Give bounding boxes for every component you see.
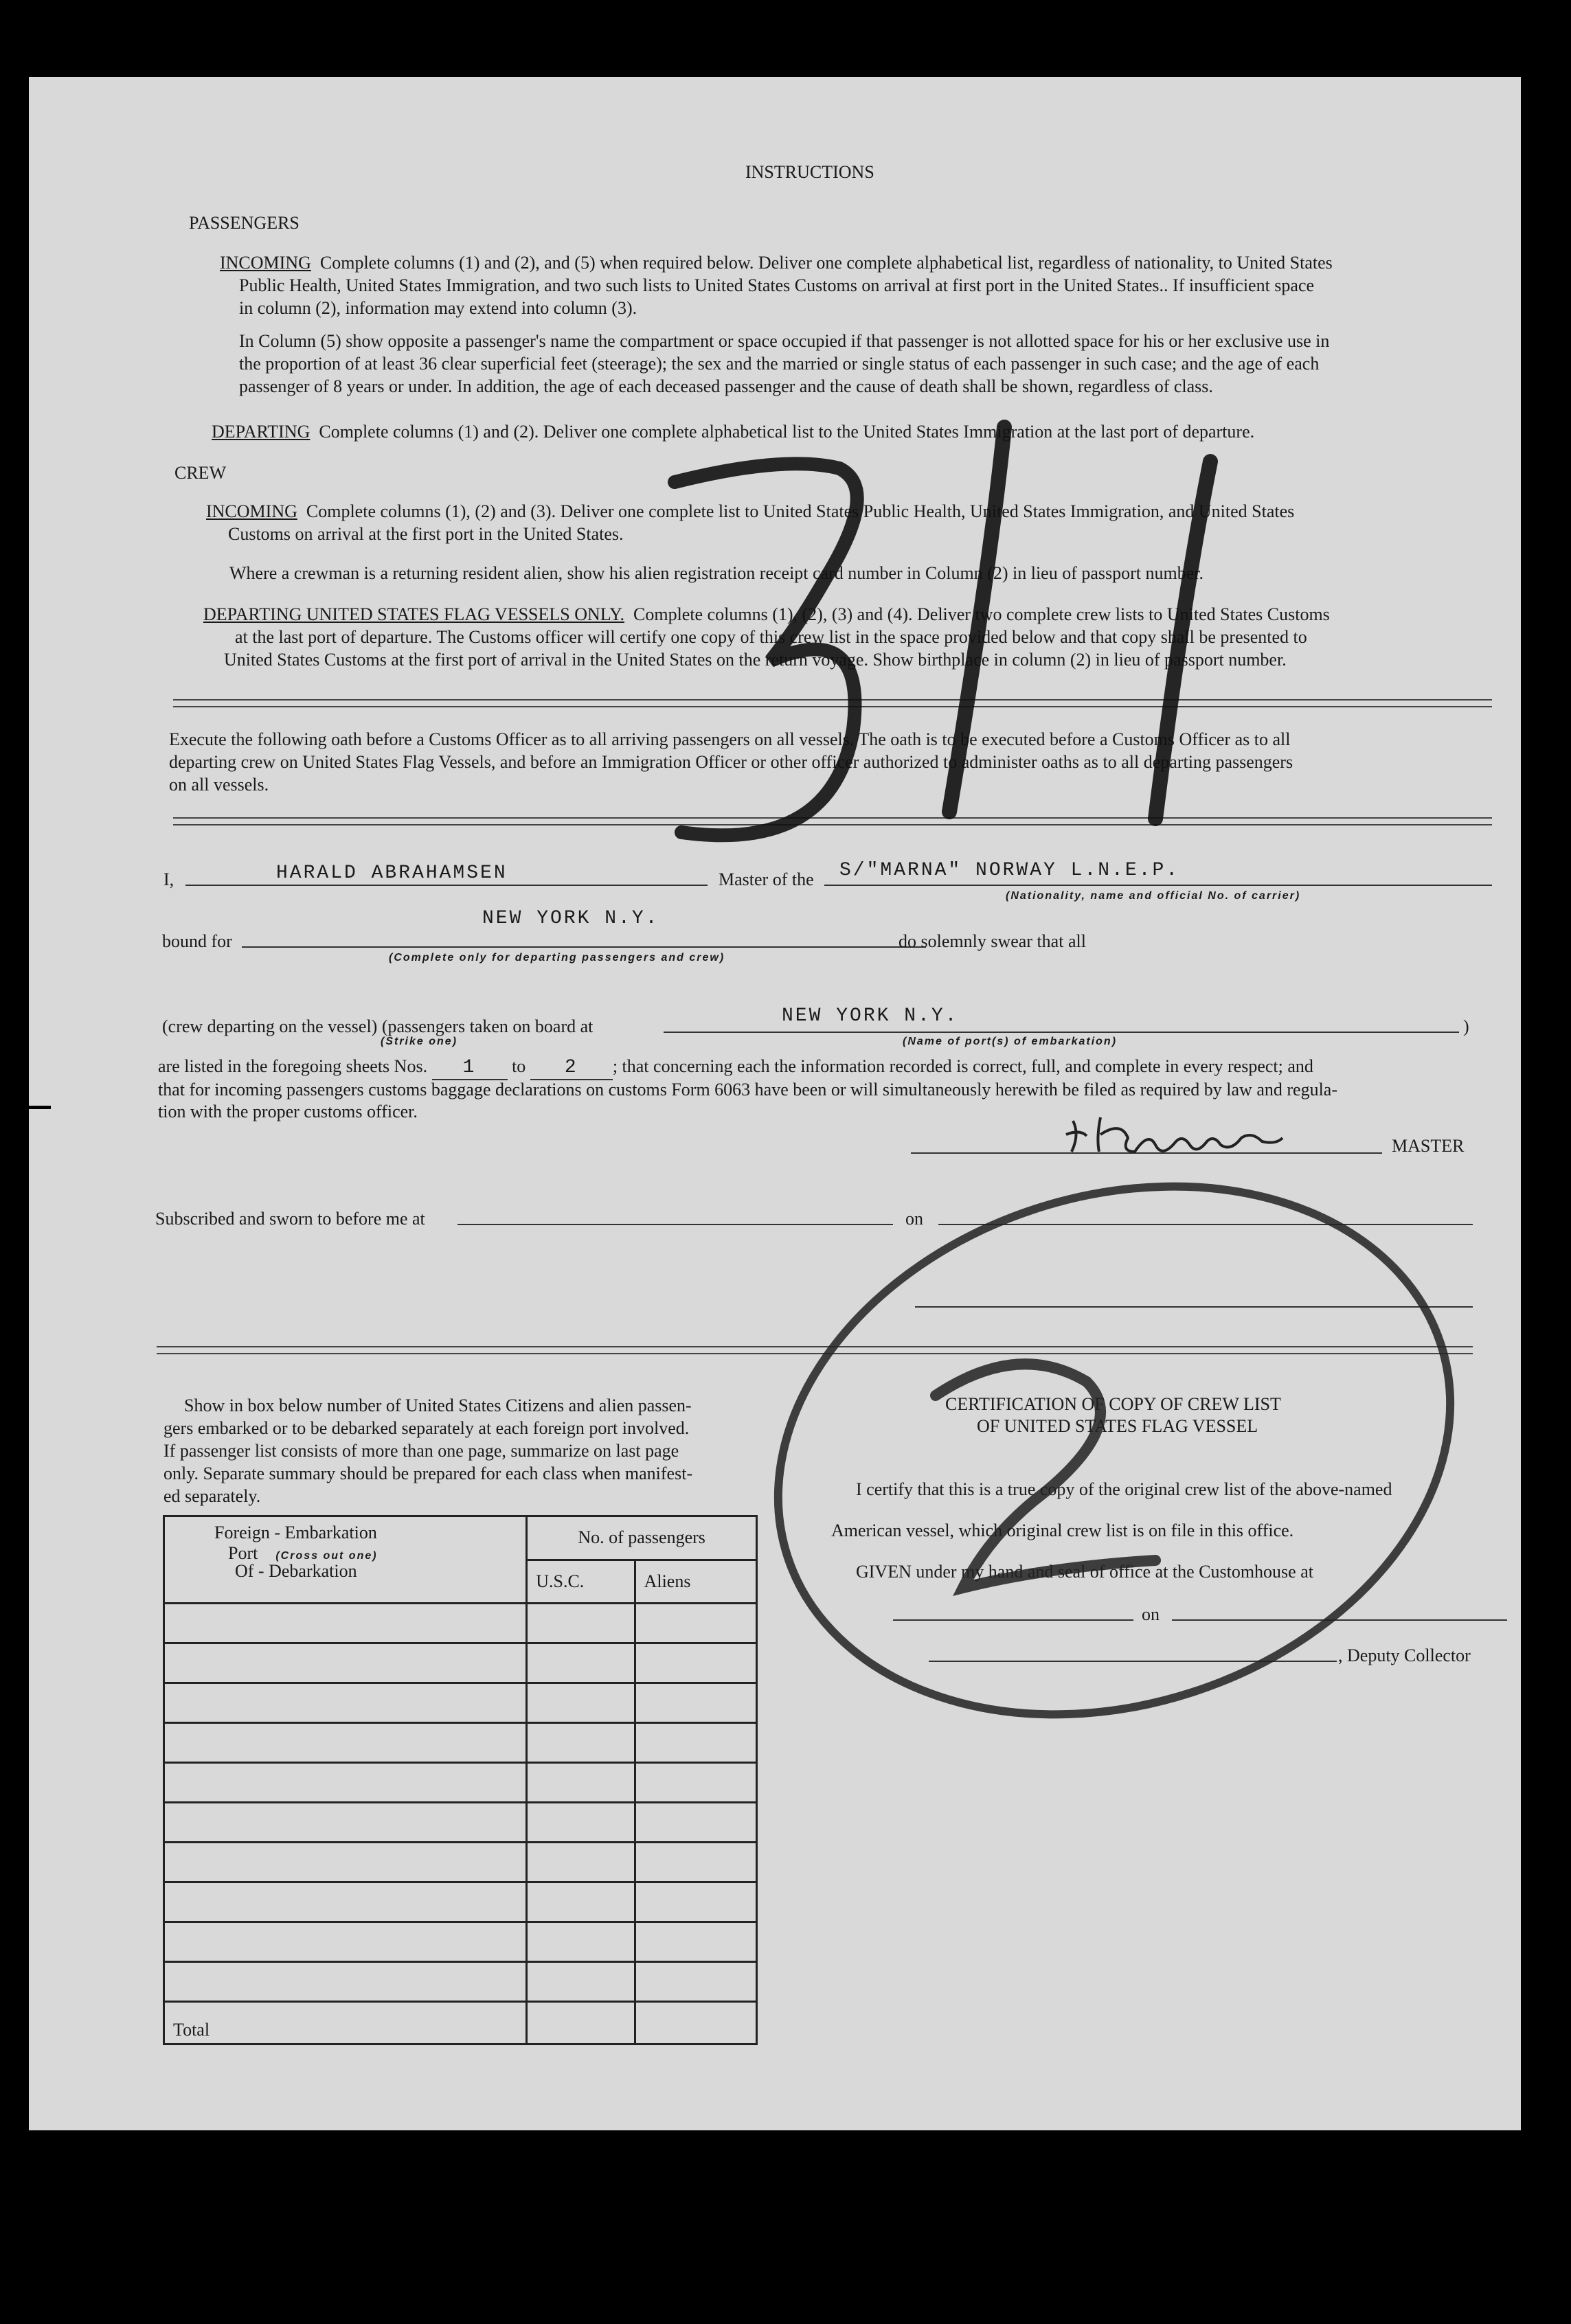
departing-us-label: DEPARTING UNITED STATES FLAG VESSELS ONLY. (203, 604, 624, 624)
departing-us-text-3: United States Customs at the first port of arrival in the United States on the return voyage. Show birthplace in column (2) in lieu of passport number. (224, 650, 1287, 670)
master-of-label: Master of the (719, 869, 814, 889)
sheet-from: 1 (432, 1056, 508, 1080)
sheets-line-1 (158, 1055, 1313, 1080)
crew-incoming-text-1: Complete columns (1), (2) and (3). Deliver one complete list to United States Public Health, United States Immigration, and United States (306, 501, 1295, 521)
officer-signature-line (915, 1306, 1473, 1308)
certification-title-2: OF UNITED STATES FLAG VESSEL (977, 1416, 1258, 1436)
summary-note-3: If passenger list consists of more than one page, summarize on last page (163, 1441, 679, 1461)
table-row (164, 1723, 757, 1763)
oath-intro-3: on all vessels. (169, 775, 269, 795)
subscribed-on-label: on (905, 1209, 923, 1229)
sheets-text-1: ; that concerning each the information recorded is correct, full, and complete in every respect; and (612, 1056, 1313, 1076)
certification-date-line (1172, 1619, 1507, 1621)
table-row (164, 1843, 757, 1882)
separator-line (173, 699, 1492, 707)
vessel-line (824, 885, 1492, 886)
total-row (164, 2002, 757, 2044)
bound-for-line (242, 946, 926, 948)
subscribed-label: Subscribed and sworn to before me at (155, 1209, 425, 1229)
subscribed-date-line (938, 1224, 1473, 1225)
close-paren: ) (1463, 1016, 1469, 1036)
table-row (164, 1922, 757, 1962)
total-label: Total (164, 2002, 527, 2044)
deputy-signature-line (929, 1661, 1337, 1662)
summary-note-1: Show in box below number of United States Citizens and alien passen- (184, 1395, 692, 1415)
oath-intro-2: departing crew on United States Flag Vessels, and before an Immigration Officer or other officer authorized to administer oaths as to all departing passengers (169, 752, 1293, 772)
crew-incoming-instructions (206, 500, 1294, 545)
table-row (164, 1882, 757, 1922)
summary-note (163, 1394, 692, 1507)
oath-intro-1: Execute the following oath before a Customs Officer as to all arriving passengers on all vessels. The oath is to be executed before a Customs Officer as to all (169, 729, 1291, 749)
col-port-1: Foreign - Embarkation (214, 1523, 377, 1542)
vessel-caption: (Nationality, name and official No. of carrier) (1006, 890, 1301, 902)
departing-text: Complete columns (1) and (2). Deliver one complete alphabetical list to the United States Immigration at the last port of departure. (319, 422, 1255, 442)
column5-instructions (239, 330, 1329, 398)
table-row (164, 1643, 757, 1683)
incoming-text-3: in column (2), information may extend into column (3). (239, 298, 637, 318)
col-port-3: Of - Debarkation (235, 1561, 357, 1581)
col-port-2: Port (228, 1543, 258, 1563)
table-header-row (164, 1516, 757, 1560)
large-handwritten-number-text (784, 599, 785, 600)
incoming-label: INCOMING (220, 253, 311, 273)
crewman-text: Where a crewman is a returning resident alien, show his alien registration receipt card number in Column (2) in lieu of passport number. (229, 563, 1204, 583)
certification-text-2: American vessel, which original crew list is on file in this office. (831, 1520, 1294, 1540)
departing-us-text-2: at the last port of departure. The Customs officer will certify one copy of this crew list in the space provided below and that copy shall be presented to (235, 627, 1307, 647)
table-row (164, 1604, 757, 1643)
certification-title-1: CERTIFICATION OF COPY OF CREW LIST (945, 1394, 1281, 1414)
bound-caption: (Complete only for departing passengers and crew) (389, 952, 725, 964)
sheets-label-1: are listed in the foregoing sheets Nos. (158, 1056, 428, 1076)
margin-mark (0, 1106, 51, 1109)
instructions-title: INSTRUCTIONS (745, 162, 874, 182)
customhouse-line (893, 1619, 1133, 1621)
crew-incoming-label: INCOMING (206, 501, 297, 521)
swear-text: do solemnly swear that all (898, 931, 1086, 951)
master-name-line (185, 885, 708, 886)
table-row (164, 1763, 757, 1803)
master-name: HARALD ABRAHAMSEN (276, 863, 508, 884)
table-row (164, 1962, 757, 2002)
master-label: MASTER (1392, 1136, 1465, 1156)
deputy-label: , Deputy Collector (1338, 1645, 1471, 1665)
bound-for-value: NEW YORK N.Y. (482, 908, 659, 929)
circled-number-text (1004, 1478, 1005, 1479)
passengers-header-cell: No. of passengers (527, 1516, 757, 1560)
certification-on-label: on (1142, 1604, 1160, 1624)
certification-text-3: GIVEN under my hand and seal of office at the Customhouse at (856, 1562, 1313, 1582)
departing-us-instructions (203, 603, 1330, 671)
column5-text-1: In Column (5) show opposite a passenger's name the compartment or space occupied if that passenger is not allotted space for his or her exclusive use in (239, 331, 1330, 351)
master-signature (1059, 1114, 1320, 1162)
column5-text-2: the proportion of at least 36 clear superficial feet (steerage); the sex and the married or single status of each passenger in such case; and the age of each (239, 354, 1320, 374)
summary-note-2: gers embarked or to be debarked separately at each foreign port involved. (163, 1418, 690, 1438)
incoming-instructions (220, 251, 1333, 319)
departing-us-text-1: Complete columns (1), (2), (3) and (4). Deliver two complete crew lists to United States Customs (633, 604, 1330, 624)
separator-line (157, 1346, 1473, 1354)
vessel-value: S/"MARNA" NORWAY L.N.E.P. (839, 860, 1180, 881)
table-row (164, 1803, 757, 1843)
oath-intro (169, 728, 1293, 796)
sheets-to-label: to (512, 1056, 526, 1076)
crew-incoming-text-2: Customs on arrival at the first port in the United States. (228, 524, 624, 544)
column5-text-3: passenger of 8 years or under. In addition, the age of each deceased passenger and the cause of death shall be shown, regardless of class. (239, 376, 1213, 396)
sheets-text-2: that for incoming passengers customs baggage declarations on customs Form 6063 have been or will simultaneously herewith be filed as required by law and regula- (158, 1080, 1337, 1100)
i-label: I, (163, 869, 174, 889)
bound-for-label: bound for (162, 931, 232, 951)
departing-label: DEPARTING (212, 422, 310, 442)
usc-header-cell: U.S.C. (527, 1560, 635, 1604)
passengers-heading: PASSENGERS (189, 213, 299, 233)
departing-instructions (212, 420, 1254, 443)
table-row (164, 1683, 757, 1723)
circled-number (709, 1103, 1519, 1799)
certification-text-1: I certify that this is a true copy of the original crew list of the above-named (856, 1479, 1392, 1499)
subscribed-place-line (457, 1224, 893, 1225)
embark-caption: (Name of port(s) of embarkation) (903, 1036, 1118, 1047)
col-port-cross: (Cross out one) (275, 1550, 378, 1562)
embark-line (664, 1032, 1459, 1033)
strike-caption: (Strike one) (381, 1036, 458, 1047)
crew-heading: CREW (174, 463, 227, 483)
sheets-text-3: tion with the proper customs officer. (158, 1102, 418, 1121)
passenger-summary-table (163, 1515, 758, 2045)
summary-note-4: only. Separate summary should be prepared for each class when manifest- (163, 1463, 693, 1483)
crew-departing-text: (crew departing on the vessel) (passengers taken on board at (162, 1016, 594, 1036)
aliens-header-cell: Aliens (635, 1560, 756, 1604)
incoming-text-1: Complete columns (1) and (2), and (5) when required below. Deliver one complete alphabetical list, regardless of nationality, to United States (319, 253, 1333, 273)
port-header-cell (164, 1516, 527, 1604)
summary-note-5: ed separately. (163, 1486, 261, 1506)
embark-port: NEW YORK N.Y. (782, 1005, 959, 1027)
separator-line (173, 817, 1492, 825)
document-page (29, 77, 1521, 2130)
sheet-to: 2 (530, 1056, 613, 1080)
incoming-text-2: Public Health, United States Immigration, and two such lists to United States Customs on arrival at first port in the United States.. If insufficient space (239, 275, 1315, 295)
